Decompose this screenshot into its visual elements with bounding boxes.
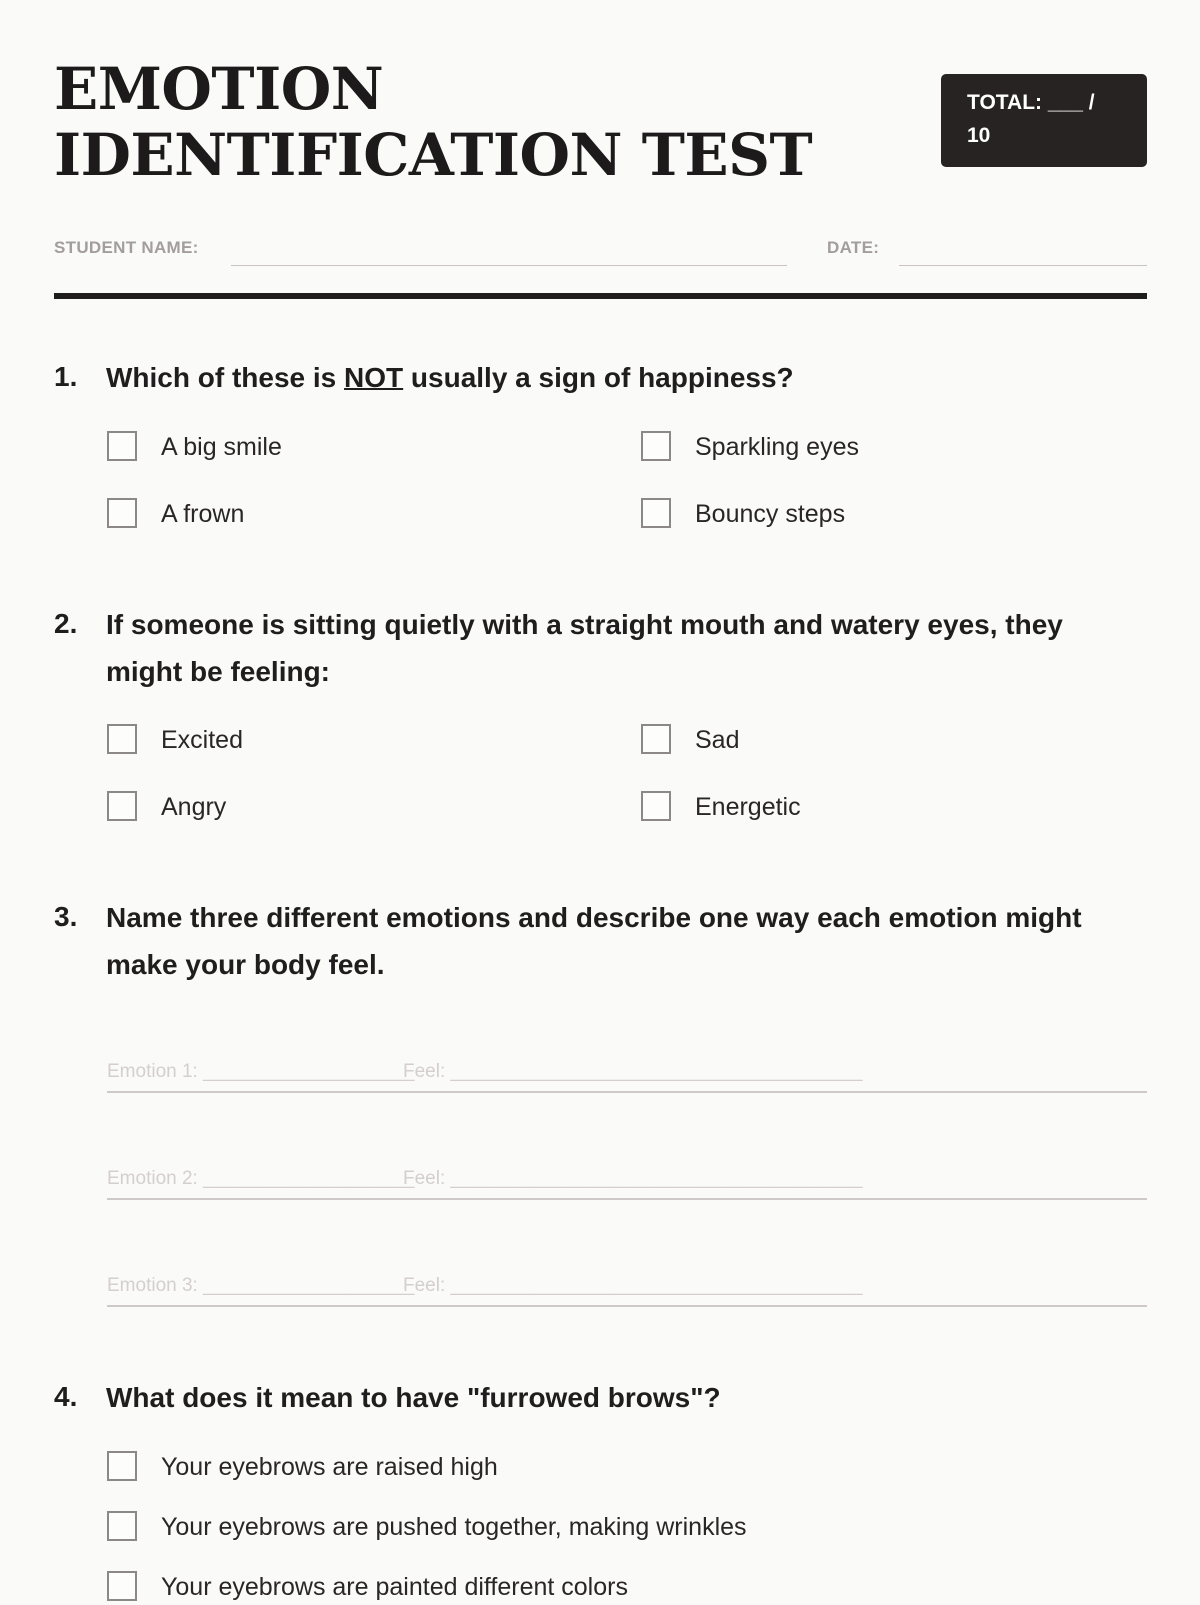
question-text: Name three different emotions and describe one way each emotion might make your body feel. <box>106 902 1082 980</box>
option-label: A frown <box>161 500 245 528</box>
option-label: Bouncy steps <box>695 500 846 528</box>
checkbox[interactable] <box>641 431 671 461</box>
option-label: Angry <box>161 793 227 821</box>
test-sheet <box>54 0 1147 1601</box>
checkbox[interactable] <box>107 1571 137 1601</box>
answer-line-3[interactable] <box>107 1271 1147 1307</box>
question-text-after: usually a sign of happiness? <box>403 362 794 393</box>
question-number: 4. <box>54 1381 78 1412</box>
checkbox[interactable] <box>641 791 671 821</box>
checkbox[interactable] <box>107 431 137 461</box>
option-label: Your eyebrows are raised high <box>161 1453 498 1481</box>
emotion-prompt: Emotion 1: ____________________ <box>107 1061 415 1082</box>
question-text <box>106 354 1146 401</box>
option-label: Excited <box>161 726 243 754</box>
date-field[interactable] <box>899 265 1147 266</box>
option-label: Your eyebrows are painted different colors <box>161 1573 628 1601</box>
header-divider <box>54 293 1147 299</box>
student-info-row <box>54 232 1147 268</box>
checkbox[interactable] <box>107 1511 137 1541</box>
checkbox[interactable] <box>107 1451 137 1481</box>
question-text: What does it mean to have "furrowed brows"? <box>106 1382 721 1413</box>
option-label: Sad <box>695 726 740 754</box>
feel-prompt: Feel: _______________________________________ <box>403 1061 863 1082</box>
question-3 <box>54 894 1147 1314</box>
option-label: Energetic <box>695 793 801 821</box>
question-number: 3. <box>54 901 78 932</box>
checkbox[interactable] <box>641 724 671 754</box>
checkbox[interactable] <box>641 498 671 528</box>
header <box>54 0 1147 200</box>
answer-line-2[interactable] <box>107 1164 1147 1200</box>
emotion-prompt: Emotion 2: ____________________ <box>107 1168 415 1189</box>
page-title: EMOTION IDENTIFICATION TEST <box>54 55 813 189</box>
question-text-emphasis: NOT <box>344 362 404 393</box>
answer-line-1[interactable] <box>107 1057 1147 1093</box>
date-label: DATE: <box>827 238 880 257</box>
checkbox[interactable] <box>107 791 137 821</box>
feel-prompt: Feel: _______________________________________ <box>403 1275 863 1296</box>
feel-prompt: Feel: _______________________________________ <box>403 1168 863 1189</box>
option-label: Your eyebrows are pushed together, making wrinkles <box>161 1513 747 1541</box>
question-1 <box>54 354 1147 554</box>
question-2 <box>54 601 1147 831</box>
question-text: If someone is sitting quietly with a straight mouth and watery eyes, they might be feeling: <box>106 609 1063 687</box>
question-4 <box>54 1374 1147 1600</box>
checkbox[interactable] <box>107 724 137 754</box>
student-name-label: STUDENT NAME: <box>54 238 199 257</box>
student-name-field[interactable] <box>231 265 787 266</box>
question-number: 2. <box>54 608 78 639</box>
question-text-before: Which of these is <box>106 362 345 393</box>
option-label: Sparkling eyes <box>695 433 859 461</box>
total-score-box: TOTAL: ___ / 10 <box>941 74 1147 167</box>
emotion-prompt: Emotion 3: ____________________ <box>107 1275 415 1296</box>
checkbox[interactable] <box>107 498 137 528</box>
question-number: 1. <box>54 361 78 392</box>
option-label: A big smile <box>161 433 282 461</box>
